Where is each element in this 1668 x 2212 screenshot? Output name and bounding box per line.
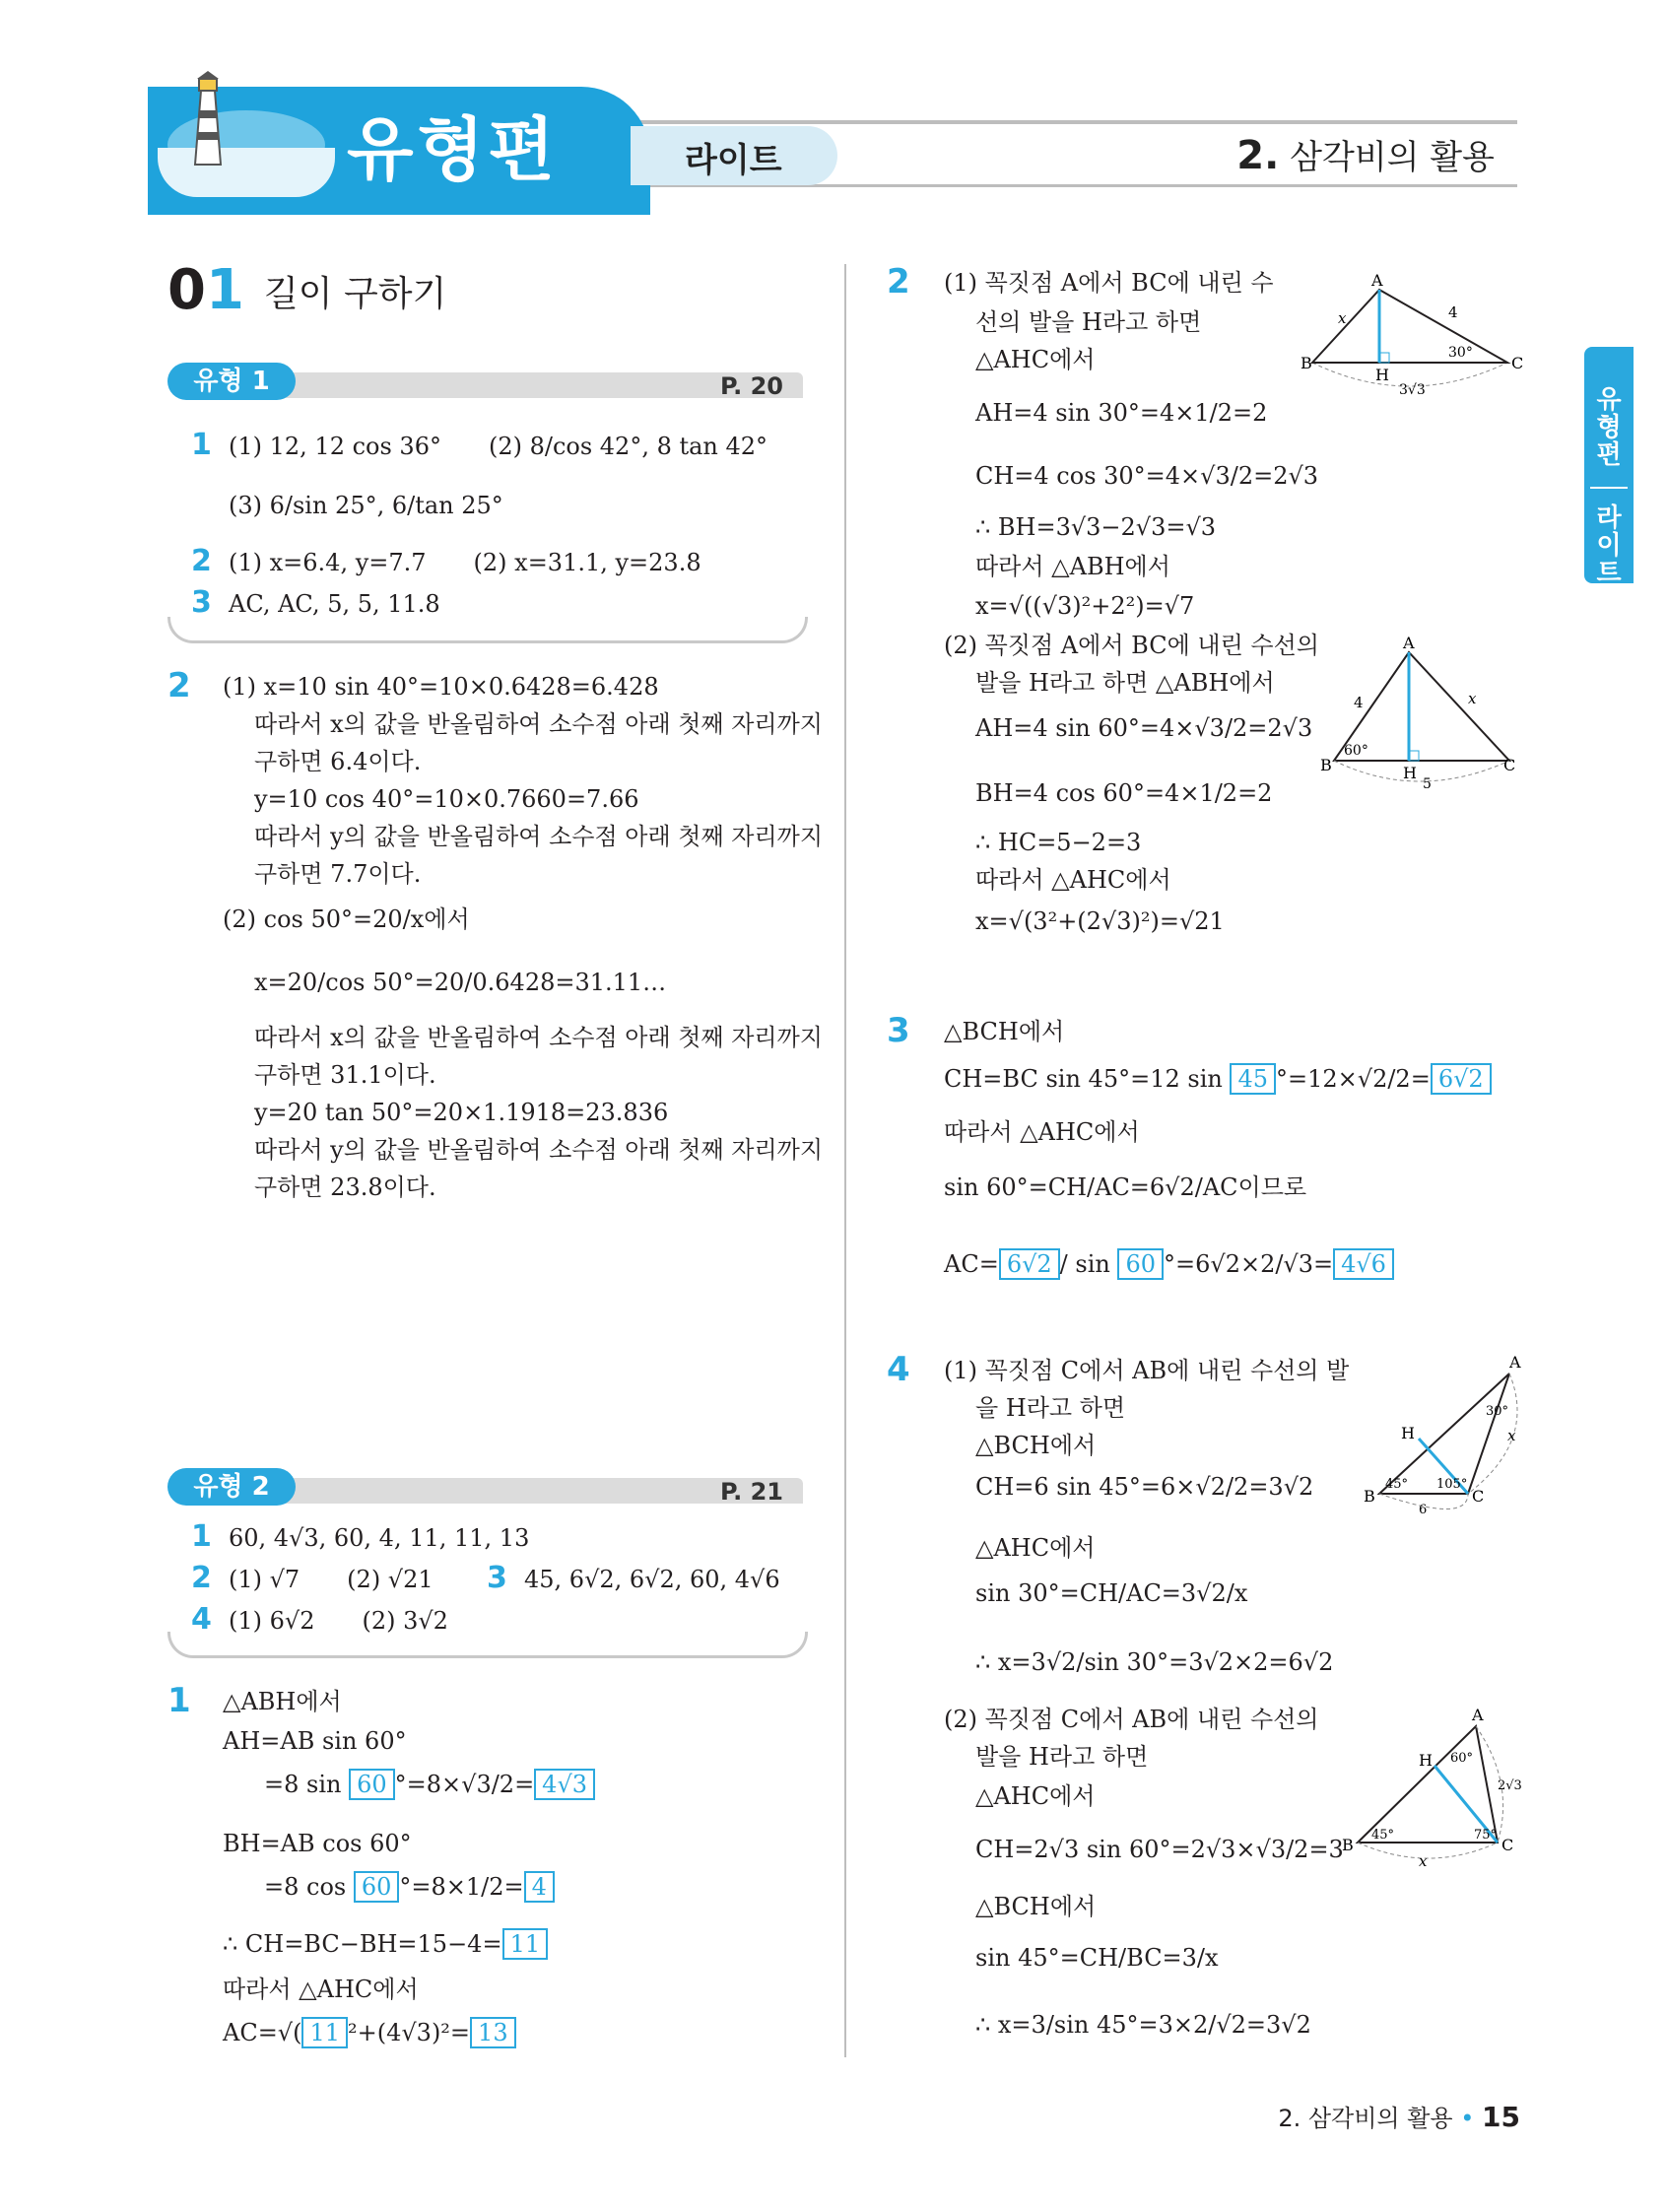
solution-line: 구하면 6.4이다. (254, 748, 422, 775)
vertex-label: B (1320, 756, 1332, 774)
solution-line: AH=4 sin 60°=4×√3/2=2√3 (975, 714, 1313, 742)
solution-line: △ABH에서 (223, 1688, 342, 1715)
vertex-label: C (1501, 1836, 1514, 1854)
solution-line: ∴ HC=5−2=3 (975, 829, 1142, 856)
solution-line: sin 30°=CH/AC=3√2/x (975, 1579, 1248, 1607)
solution-line: CH=2√3 sin 60°=2√3×√3/2=3 (975, 1836, 1344, 1863)
type2-label: 유형 2 (167, 1468, 296, 1506)
solution-line: 구하면 31.1이다. (254, 1061, 436, 1089)
solution-line: △AHC에서 (975, 1534, 1096, 1562)
solution-number: 3 (887, 1011, 910, 1050)
side-tab (1584, 347, 1634, 588)
vertex-label: A (1403, 635, 1415, 652)
side-label: x (1338, 309, 1347, 327)
solution-line: 따라서 x의 값을 반올림하여 소수점 아래 첫째 자리까지 (254, 1024, 823, 1051)
solution-line: y=20 tan 50°=20×1.1918=23.836 (254, 1099, 669, 1126)
solution-number: 2 (167, 666, 191, 705)
footer-chapter: 2. 삼각비의 활용 (1278, 2105, 1453, 2132)
solution-line: x=20/cos 50°=20/0.6428=31.11… (254, 969, 667, 996)
solution-line: 따라서 y의 값을 반올림하여 소수점 아래 첫째 자리까지 (254, 823, 824, 850)
solution-line: 따라서 △ABH에서 (975, 553, 1170, 580)
solution-line: 따라서 △AHC에서 (944, 1118, 1140, 1146)
solution-line: (2) 꼭짓점 A에서 BC에 내린 수선의 (944, 632, 1319, 659)
solution-line: 구하면 23.8이다. (254, 1173, 436, 1201)
chapter-heading: 2. 삼각비의 활용 (1236, 133, 1495, 178)
side-tab-part2: 라이트 (1596, 503, 1622, 588)
solution-line: sin 60°=CH/AC=6√2/AC이므로 (944, 1173, 1307, 1201)
side-label: x (1419, 1852, 1428, 1870)
angle-label: 75° (1474, 1828, 1498, 1843)
type1-page: P. 20 (719, 372, 783, 400)
answer-number: 1 (191, 428, 212, 462)
solution-line: ∴ BH=3√3−2√3=√3 (975, 513, 1217, 541)
side-label: 2√3 (1498, 1778, 1522, 1793)
answer-number: 2 (191, 544, 212, 578)
diagram-triangle-2 (1320, 635, 1517, 802)
type1-label: 유형 1 (167, 363, 296, 400)
angle-label: 45° (1385, 1477, 1409, 1492)
solution-line: 발을 H라고 하면 (975, 1743, 1149, 1771)
solution-line: ∴ CH=BC−BH=15−4= 11 (223, 1929, 548, 1959)
solution-line: (2) cos 50°=20/x에서 (223, 905, 470, 933)
solution-line: =8 cos 60 °=8×1/2= 4 (264, 1872, 555, 1902)
header-rule-top (611, 120, 1517, 124)
solution-line: (1) x=10 sin 40°=10×0.6428=6.428 (223, 673, 659, 701)
solution-line: BH=4 cos 60°=4×1/2=2 (975, 779, 1273, 807)
side-label: 4 (1354, 694, 1364, 711)
vertex-label: B (1364, 1487, 1375, 1506)
side-tab-part1: 유형편 (1596, 385, 1622, 470)
solution-line: x=√((√3)²+2²)=√7 (975, 592, 1195, 620)
side-label: 3√3 (1399, 382, 1426, 398)
angle-label: 60° (1450, 1751, 1474, 1766)
vertex-label: A (1371, 272, 1383, 290)
angle-label: 30° (1486, 1404, 1509, 1419)
section-title: 길이 구하기 (264, 274, 447, 314)
solution-line: △AHC에서 (975, 1782, 1096, 1810)
solution-line: △BCH에서 (975, 1893, 1097, 1920)
vertex-label: A (1472, 1706, 1484, 1724)
solution-line: 따라서 △AHC에서 (223, 1976, 419, 2003)
solution-line: 따라서 x의 값을 반올림하여 소수점 아래 첫째 자리까지 (254, 710, 823, 738)
solution-line: ∴ x=3√2/sin 30°=3√2×2=6√2 (975, 1648, 1334, 1676)
solution-line: ∴ x=3/sin 45°=3×2/√2=3√2 (975, 2011, 1311, 2039)
side-label: x (1507, 1427, 1516, 1444)
answer-number: 1 (191, 1519, 212, 1554)
solution-number: 1 (167, 1681, 191, 1720)
footer-bullet: • (1460, 2105, 1475, 2132)
side-label: x (1468, 690, 1477, 707)
solution-line: sin 45°=CH/BC=3/x (975, 1944, 1219, 1972)
diagram-triangle-1 (1301, 272, 1523, 400)
answer-number: 3 (191, 585, 212, 620)
type1-bar (167, 363, 803, 400)
solution-line: 구하면 7.7이다. (254, 860, 422, 888)
solution-line: 선의 발을 H라고 하면 (975, 308, 1202, 336)
answer-text: AC, AC, 5, 5, 11.8 (229, 590, 440, 618)
type2-bracket (167, 1632, 808, 1658)
solution-line: 따라서 △AHC에서 (975, 866, 1171, 894)
solution-line: (1) 꼭짓점 C에서 AB에 내린 수선의 발 (944, 1357, 1350, 1384)
angle-label: 30° (1448, 345, 1473, 361)
vertex-label: H (1419, 1751, 1433, 1770)
level-label: 라이트 (685, 141, 782, 180)
answer-text: 45, 6√2, 6√2, 60, 4√6 (524, 1566, 780, 1593)
side-tab-divider (1590, 487, 1628, 489)
answer-text: (1) 12, 12 cos 36° (2) 8/cos 42°, 8 tan 42° (229, 433, 768, 460)
solution-line: BH=AB cos 60° (223, 1830, 412, 1857)
answer-text: (3) 6/sin 25°, 6/tan 25° (229, 492, 503, 519)
answer-text: (1) 6√2 (2) 3√2 (229, 1607, 448, 1635)
type2-page: P. 21 (719, 1478, 783, 1506)
angle-label: 105° (1436, 1477, 1468, 1492)
solution-number: 2 (887, 262, 910, 302)
solution-line: AH=4 sin 30°=4×1/2=2 (975, 399, 1268, 427)
solution-line: y=10 cos 40°=10×0.7660=7.66 (254, 785, 639, 813)
vertex-label: A (1509, 1353, 1521, 1372)
vertex-label: H (1403, 764, 1417, 782)
page-number: 15 (1482, 2101, 1520, 2133)
answer-number: 4 (191, 1602, 212, 1637)
vertex-label: C (1511, 354, 1523, 372)
solution-line: =8 sin 60 °=8×√3/2= 4√3 (264, 1770, 595, 1799)
page-footer (1278, 2099, 1520, 2133)
type1-bracket (167, 617, 808, 643)
solution-line: △BCH에서 (944, 1018, 1065, 1045)
vertex-label: B (1301, 354, 1312, 372)
side-label: 5 (1423, 776, 1432, 792)
solution-line: CH=BC sin 45°=12 sin 45 °=12×√2/2= 6√2 (944, 1064, 1492, 1094)
solution-line: AH=AB sin 60° (223, 1727, 407, 1755)
vertex-label: B (1342, 1836, 1354, 1854)
solution-line: 따라서 y의 값을 반올림하여 소수점 아래 첫째 자리까지 (254, 1136, 824, 1164)
diagram-triangle-4 (1340, 1705, 1527, 1872)
answer-number: 3 (487, 1561, 507, 1595)
column-divider (844, 264, 846, 2057)
solution-line: 발을 H라고 하면 △ABH에서 (975, 669, 1275, 697)
type2-bar (167, 1468, 803, 1506)
solution-line: (1) 꼭짓점 A에서 BC에 내린 수 (944, 269, 1274, 297)
solution-line: (2) 꼭짓점 C에서 AB에 내린 수선의 (944, 1706, 1319, 1733)
lighthouse-icon (183, 71, 233, 169)
solution-line: △BCH에서 (975, 1432, 1097, 1459)
answer-text: 60, 4√3, 60, 4, 11, 11, 13 (229, 1524, 530, 1552)
answer-number: 2 (191, 1561, 212, 1595)
header-title: 유형편 (347, 109, 559, 190)
answer-text: (1) √7 (2) √21 (229, 1566, 434, 1593)
side-label: 6 (1419, 1503, 1428, 1517)
solution-line: x=√(3²+(2√3)²)=√21 (975, 907, 1225, 935)
vertex-label: H (1401, 1424, 1415, 1442)
solution-line: △AHC에서 (975, 346, 1096, 373)
side-label: 4 (1448, 303, 1458, 321)
vertex-label: C (1503, 756, 1516, 774)
solution-line: AC=√( 11 ²+(4√3)²= 13 (223, 2018, 516, 2047)
solution-number: 4 (887, 1350, 910, 1389)
answer-text: (1) x=6.4, y=7.7 (2) x=31.1, y=23.8 (229, 549, 701, 576)
angle-label: 45° (1371, 1828, 1395, 1843)
solution-line: CH=6 sin 45°=6×√2/2=3√2 (975, 1473, 1314, 1501)
solution-line: AC= 6√2 / sin 60 °=6√2×2/√3= 4√6 (944, 1249, 1394, 1279)
solution-line: CH=4 cos 30°=4×√3/2=2√3 (975, 462, 1319, 490)
vertex-label: C (1472, 1487, 1485, 1506)
solution-line: 을 H라고 하면 (975, 1394, 1126, 1422)
section-number: 01 (167, 258, 244, 322)
vertex-label: H (1375, 366, 1389, 384)
angle-label: 60° (1344, 743, 1368, 759)
diagram-triangle-3 (1360, 1352, 1527, 1519)
